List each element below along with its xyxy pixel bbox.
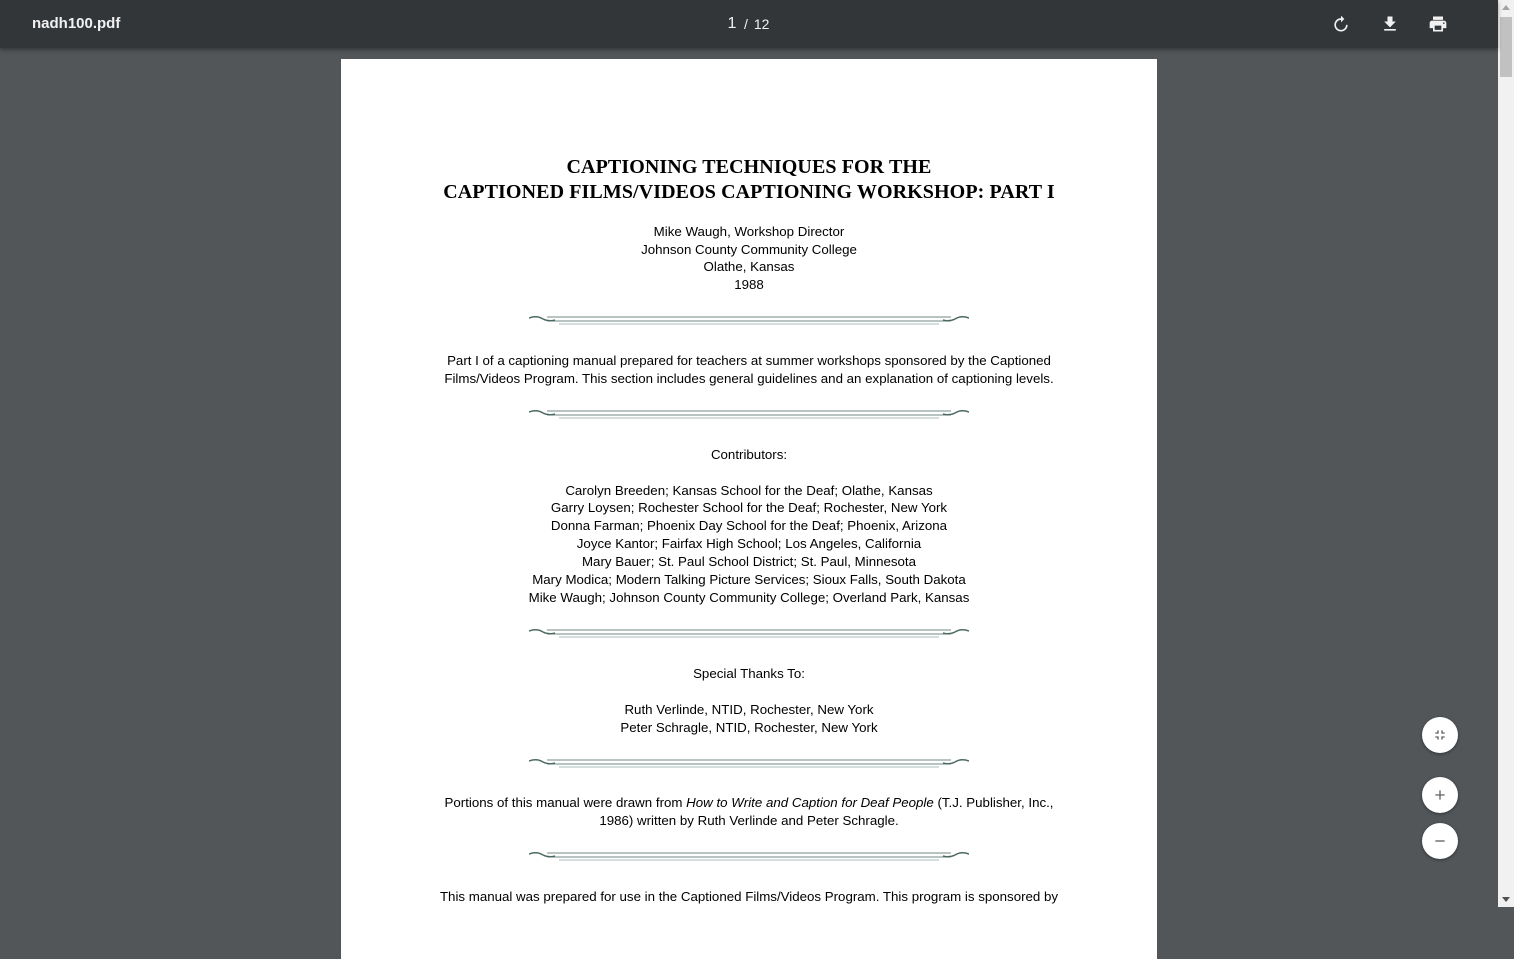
pdf-toolbar bbox=[0, 0, 1498, 48]
vertical-scrollbar[interactable] bbox=[1498, 0, 1514, 907]
rotate-icon bbox=[1331, 14, 1351, 34]
author-line: Johnson County Community College bbox=[641, 242, 857, 257]
ornamental-divider bbox=[529, 313, 969, 327]
contributor-line: Mary Modica; Modern Talking Picture Services; Sioux Falls, South Dakota bbox=[532, 572, 966, 587]
thanks-heading: Special Thanks To: bbox=[693, 666, 805, 681]
print-button[interactable] bbox=[1426, 12, 1450, 36]
contributor-line: Donna Farman; Phoenix Day School for the Deaf; Phoenix, Arizona bbox=[550, 518, 948, 533]
document-title: nadh100.pdf bbox=[32, 15, 121, 32]
page-total: 12 bbox=[753, 16, 770, 32]
author-line: Mike Waugh, Workshop Director bbox=[653, 224, 845, 239]
zoom-out-button[interactable] bbox=[1422, 823, 1458, 859]
thanks-line: Ruth Verlinde, NTID, Rochester, New York bbox=[624, 702, 874, 717]
portions-line bbox=[341, 794, 1157, 812]
document-heading-line1: CAPTIONING TECHNIQUES FOR THE bbox=[566, 156, 932, 178]
ornamental-divider bbox=[529, 407, 969, 421]
page-separator: / bbox=[744, 16, 748, 32]
scroll-down-icon[interactable] bbox=[1502, 897, 1510, 902]
zoom-out-icon bbox=[1432, 833, 1448, 849]
zoom-in-icon bbox=[1432, 787, 1448, 803]
fit-page-button[interactable] bbox=[1422, 717, 1458, 753]
footer-line: This manual was prepared for use in the Captioned Films/Videos Program. This program is sponsored by bbox=[439, 889, 1059, 904]
rotate-button[interactable] bbox=[1329, 12, 1353, 36]
contributors-heading: Contributors: bbox=[710, 447, 788, 462]
ornamental-divider bbox=[529, 626, 969, 640]
scroll-thumb[interactable] bbox=[1500, 17, 1512, 77]
intro-line: Part I of a captioning manual prepared for teachers at summer workshops sponsored by the Captioned bbox=[447, 353, 1051, 368]
portions-text: (T.J. Publisher, Inc., bbox=[933, 795, 1054, 810]
contributor-line: Garry Loysen; Rochester School for the Deaf; Rochester, New York bbox=[550, 500, 948, 515]
pdf-page bbox=[341, 59, 1157, 959]
print-icon bbox=[1428, 14, 1448, 34]
download-button[interactable] bbox=[1378, 12, 1402, 36]
book-title: How to Write and Caption for Deaf People bbox=[686, 795, 934, 810]
contributor-line: Carolyn Breeden; Kansas School for the Deaf; Olathe, Kansas bbox=[565, 483, 933, 498]
ornamental-divider bbox=[529, 849, 969, 863]
thanks-line: Peter Schragle, NTID, Rochester, New York bbox=[620, 720, 878, 735]
document-heading-line2: CAPTIONED FILMS/VIDEOS CAPTIONING WORKSHOP: PART I bbox=[443, 181, 1055, 203]
ornamental-divider bbox=[529, 756, 969, 770]
page-number-input[interactable]: 1 bbox=[727, 15, 737, 32]
zoom-in-button[interactable] bbox=[1422, 777, 1458, 813]
fit-page-icon bbox=[1432, 727, 1448, 743]
contributor-line: Mike Waugh; Johnson County Community College; Overland Park, Kansas bbox=[528, 590, 970, 605]
contributor-line: Mary Bauer; St. Paul School District; St. Paul, Minnesota bbox=[581, 554, 917, 569]
author-line: Olathe, Kansas bbox=[703, 259, 795, 274]
portions-text: Portions of this manual were drawn from bbox=[444, 795, 687, 810]
author-line: 1988 bbox=[734, 277, 764, 292]
portions-line: 1986) written by Ruth Verlinde and Peter Schragle. bbox=[599, 813, 899, 828]
page-indicator bbox=[720, 12, 769, 36]
contributor-line: Joyce Kantor; Fairfax High School; Los Angeles, California bbox=[576, 536, 922, 551]
download-icon bbox=[1380, 14, 1400, 34]
scroll-up-icon[interactable] bbox=[1502, 5, 1510, 10]
intro-line: Films/Videos Program. This section includes general guidelines and an explanation of captioning levels. bbox=[444, 371, 1054, 386]
